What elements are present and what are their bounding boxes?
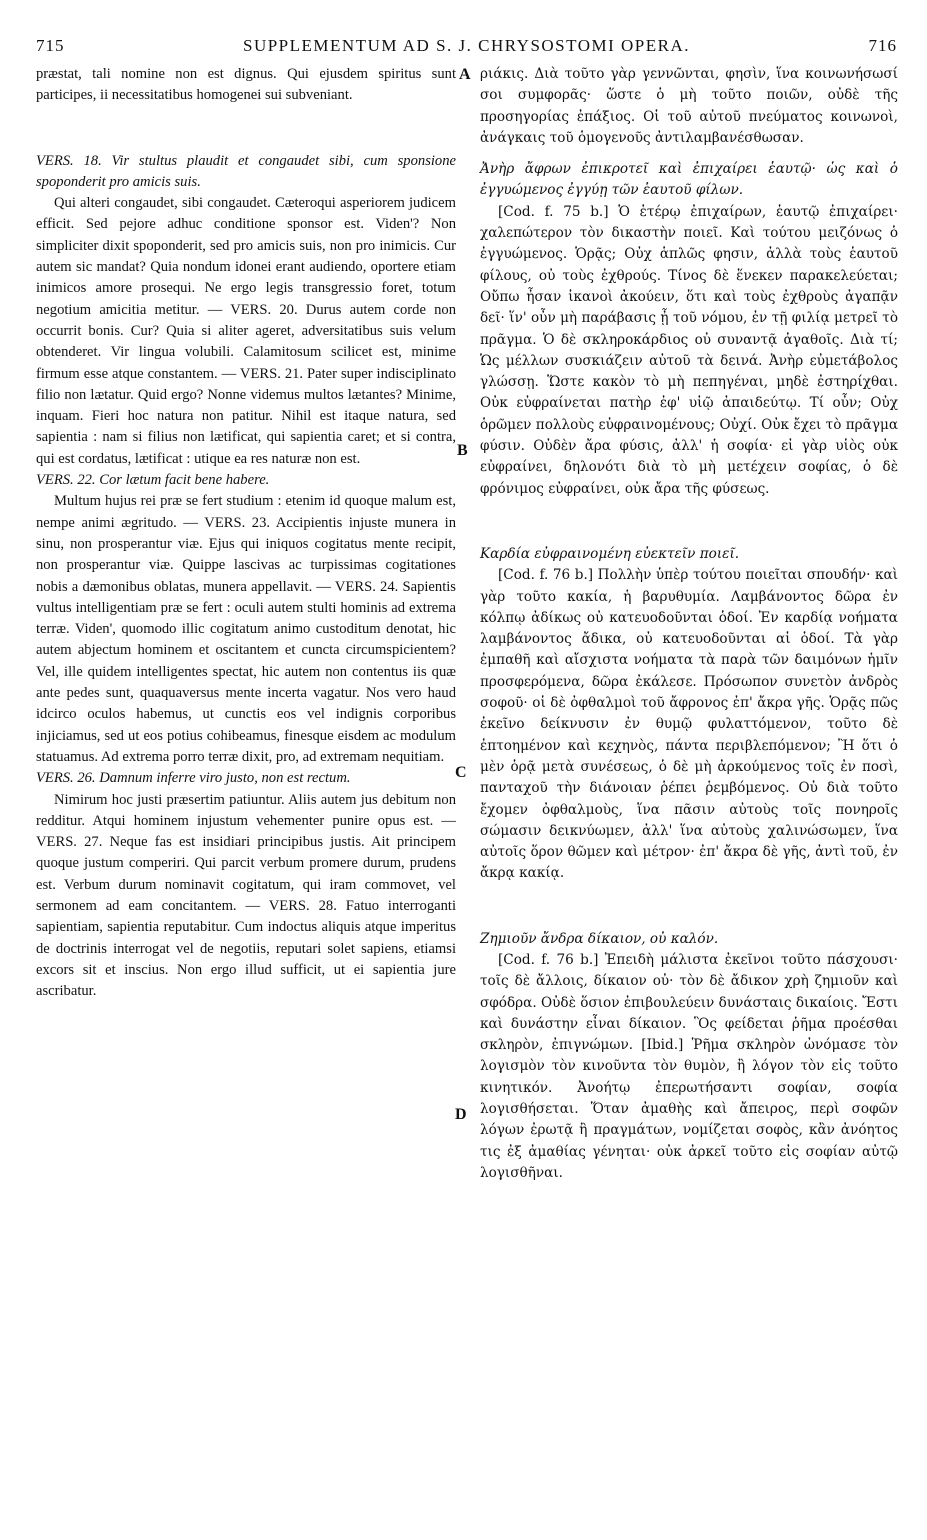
latin-verse-heading: VERS. 22. Cor lætum facit bene habere. [36, 472, 270, 489]
margin-letter-b: B [457, 442, 468, 459]
latin-verse-heading: VERS. 26. Damnum inferre viro justo, non est rectum. [36, 770, 351, 787]
running-header [36, 36, 897, 58]
greek-paragraph: ριάκις. Διὰ τοῦτο γὰρ γεννῶνται, φησὶν, ἵνα κοινωνήσωσί σοι συμφορᾶς· ὥστε ὁ μὴ τοῦτο ποιῶν, οὐδὲ τῆς προσηγορίας ἐπάξιος. Οἱ τοῦ αὐτοῦ πνεύματος κοινωνοὶ, ἀνάγκαις τοῦ ὁμογενοῦς ἀντιλαμβανέσθωσαν. [480, 66, 898, 146]
greek-verse-heading: Ἀνὴρ ἄφρων ἐπικροτεῖ καὶ ἐπιχαίρει ἑαυτῷ· ὡς καὶ ὁ ἐγγυώμενος ἐγγύῃ τῶν ἑαυτοῦ φίλων. [480, 161, 898, 199]
margin-letter-d: D [455, 1106, 467, 1123]
latin-paragraph: Nimirum hoc justi præsertim patiuntur. Aliis autem jus debitum non redditur. Atqui hominem injustum vehementer punire opus est. — VERS. 27. Neque fas est insidiari principibus justis. Ait principem quoque justum comperiri. Qui parcit verbum promere durum, prudens est. Verbum durum nominavit cogitatum, qui iram commovet, vel sermonem ad eam concitantem. — VERS. 28. Fatuo interroganti sapientiam, sapientia reputabitur. Cum indoctus aliquis atque imperitus de doctrinis interrogat vel de negotiis, reputari solet sapiens, etiamsi excors sit et inscius. Non ergo illud sufficit, ut ei sapientia jure ascribatur. [36, 791, 456, 1000]
greek-paragraph: [Cod. f. 75 b.] Ὁ ἑτέρῳ ἐπιχαίρων, ἑαυτῷ ἐπιχαίρει· χαλεπώτερον τὸν δικαστὴν ποιεῖ. Καὶ τούτου μειζόνως ὁ ἐγγυώμενος. Ὁρᾷς; Οὐχ ἁπλῶς φησιν, ἀλλὰ τοὺς ἑαυτοῦ φίλους, οὐ τοὺς ἐχθρούς. Τίνος δὲ ἕνεκεν παρακελεύεται; Οὔπω ἦσαν ἱκανοὶ ἀκούειν, ὅτι καὶ τοὺς ἐχθροὺς ἀγαπᾷν δεῖ· ἵν' οὖν μὴ παράβασις ᾖ τοῦ νόμου, ἐν τῇ φιλίᾳ μετρεῖ τὸ πρᾶγμα. Ὁ δὲ σκληροκάρδιος οὐ συναντᾷ ἀγαθοῖς. Διὰ τί; Ὡς μέλλων συσκιάζειν αὐτοῦ τὰ δεινά. Ἀνὴρ εὐμετάβολος γλώσσῃ. Ὥστε κακὸν τὸ μὴ πεπηγέναι, μηδὲ ἐστηρίχθαι. Οὐκ εὐφραίνεται πατὴρ ἐφ' υἱῷ ἀπαιδεύτῳ. Τί οὖν; Οὐχ ὁρῶμεν πολλοὺς εὐφραινομένους; Οὐχί. Οὐκ ἔχει τὸ πρᾶγμα φύσιν. Οὐδὲν ἄρα φύσις, ἀλλ' ἡ σοφία· εἰ γὰρ υἱὸς οὐκ εὐφραίνει, δηλονότι διὰ τὸ μὴ μετέχειν σοφίας, ὁ δὲ φρόνιμος εὐφραίνει, οὐκ ἄρα τῆς φύσεως. [480, 203, 898, 497]
margin-letter-a: A [459, 66, 471, 83]
latin-paragraph: præstat, tali nomine non est dignus. Qui ejusdem spiritus sunt participes, ii necessitatibus homogenei sui subveniant. [36, 66, 456, 104]
greek-column [480, 64, 898, 1184]
page-number-left: 715 [36, 36, 65, 55]
latin-paragraph: Multum hujus rei præ se fert studium : etenim id quoque malum est, nempe animi ægritudo. — VERS. 23. Accipientis injuste munera in sinu, non prosperantur viæ. Ejus qui iniquos cogitatus mente recipit, non prosperantur viæ. Quippe lascivas ac turpissimas cogitationes nobis a dæmonibus oblatas, munera appellavit. — VERS. 24. Sapientis vultus intelligentiam præ se fert : oculi autem stulti hominis ad extrema terræ. Viden', quomodo illic cogitatum animo custoditum denotat, hic autem abjectum hominem et oscitantem et cuncta circumspicientem? Vel, ille quidem intelligentes spectat, hic autem non contentus iis quæ ante pedes sunt, quaquaversus mente incerta vagatur. Nos vero haud idcirco oculos habemus, ut cunctis eos vel indignis corporibus injiciamus, sed ut eos potius cohibeamus, finesque eisdem ac modulum statuamus. Ad extrema porro terræ dixit, pro, ad extremam nequitiam. [36, 493, 456, 765]
running-title: SUPPLEMENTUM AD S. J. CHRYSOSTOMI OPERA. [243, 36, 690, 55]
latin-paragraph: Qui alteri congaudet, sibi congaudet. Cæteroqui asperiorem judicem efficit. Sed pejore adhuc conditione sponsor est. Viden'? Non simpliciter dixit spoponderit, sed pro amicis suis, non pro inimicis. Cur autem sic mandat? Quia nondum idonei erant audiendo, oportere etiam inimicos amore prosequi. Ne ergo legis transgressio foret, totum negotium amicitia metitur. — VERS. 20. Durus autem corde non occurrit bonis. Cur? Quia si aliter ageret, adversitatibus suis velum obtenderet. Vir lingua volubili. Calamitosum scilicet est, minime firmum esse atque constantem. — VERS. 21. Pater super indisciplinato filio non lætatur. Quid ergo? Nonne videmus multos lætantes? Minime, inquam. Fieri hoc natura non patitur. Nihil est itaque natura, sed sapientia : nam si filius non lætificat, qui sapientia caret; et si contra, qui est cordatus, lætificat : utique ea res naturæ non est. [36, 195, 456, 467]
page-number-right: 716 [868, 36, 897, 55]
greek-paragraph: [Cod. f. 76 b.] Πολλὴν ὑπὲρ τούτου ποιεῖται σπουδήν· καὶ γὰρ τοῦτο κακία, ἡ βαρυθυμία. Λαμβάνοντος δῶρα ἐν κόλπῳ ἀδίκως οὐ κατευοδοῦνται ὁδοί. Ἐν καρδίᾳ νοήματα λαμβάνοντος ἄδικα, οὐ κατευοδοῦνται αἱ ὁδοί. Τὰ γὰρ ἐμπαθῆ καὶ αἴσχιστα νοήματα τὰ παρὰ τῶν δαιμόνων ἡμῖν προσφερόμενα, δῶρα ἐκάλεσε. Πρόσωπον συνετὸν ἀνδρὸς σοφοῦ· οἱ δὲ ὀφθαλμοὶ τοῦ ἄφρονος ἐπ' ἄκρα γῆς. Ὁρᾷς πῶς ἐκεῖνο δείκνυσιν ἐν θυμῷ φυλαττόμενον, τοῦτο δὲ ἐπτοημένον καὶ κεχηνὸς, πάντα περιβλεπόμενον; Ἢ ὅτι ὁ μὲν ὁρᾷ μετὰ συνέσεως, ὁ δὲ μὴ ἀρκούμενος τοῖς ἐν ποσὶ, πανταχοῦ τὴν διάνοιαν ῥέπει ῥεμβόμενος. Οὐ διὰ τοῦτο ἔχομεν ὀφθαλμοὺς, ἵνα πᾶσιν αὐτοὺς τοῖς πονηροῖς σώμασιν δεικνύωμεν, ἀλλ' ἵνα αὐτοὺς χαλινώσωμεν, ἵνα αὐτοῖς ὅρον θῶμεν καὶ μέτρον· ἐπ' ἄκρα δὲ γῆς, ἀντὶ τοῦ, ἐν ἄκρᾳ κακίᾳ. [480, 567, 898, 882]
margin-letter-c: C [455, 764, 467, 781]
latin-verse-heading: VERS. 18. Vir stultus plaudit et congaudet sibi, cum sponsione spoponderit pro amicis suis. [36, 152, 456, 190]
greek-verse-heading: Καρδία εὐφραινομένη εὐεκτεῖν ποιεῖ. [480, 545, 740, 562]
latin-column [36, 64, 456, 1002]
greek-paragraph: [Cod. f. 76 b.] Ἐπειδὴ μάλιστα ἐκεῖνοι τοῦτο πάσχουσι· τοῖς δὲ ἄλλοις, δίκαιον οὐ· τὸν δὲ ἄδικον χρὴ ζημιοῦν καὶ σφόδρα. Οὐδὲ ὅσιον ἐπιβουλεύειν δυνάσταις δικαίοις. Ἔστι καὶ δυνάστην εἶναι δίκαιον. Ὃς φείδεται ῥῆμα προέσθαι σκληρὸν, ἐπιγνώμων. [Ibid.] Ῥῆμα σκληρὸν ὠνόμασε τὸν λογισμὸν τὸν κινοῦντα τὸν θυμὸν, ἢ λόγον τὸν εἰς τοῦτο κινητικόν. Ἀνοήτῳ ἐπερωτήσαντι σοφίαν, σοφία λογισθήσεται. Ὅταν ἀμαθὴς καὶ ἄπειρος, περὶ σοφῶν λόγων ἐρωτᾷ ἢ πραγμάτων, νομίζεται σοφὸς, κἂν ἀνόητος τις ἐξ ἀμαθίας γένηται· οὐκ ἀρκεῖ τοῦτο εἰς σοφίαν αὐτῷ λογισθῆναι. [480, 951, 898, 1181]
greek-verse-heading: Ζημιοῦν ἄνδρα δίκαιον, οὐ καλόν. [480, 930, 719, 947]
